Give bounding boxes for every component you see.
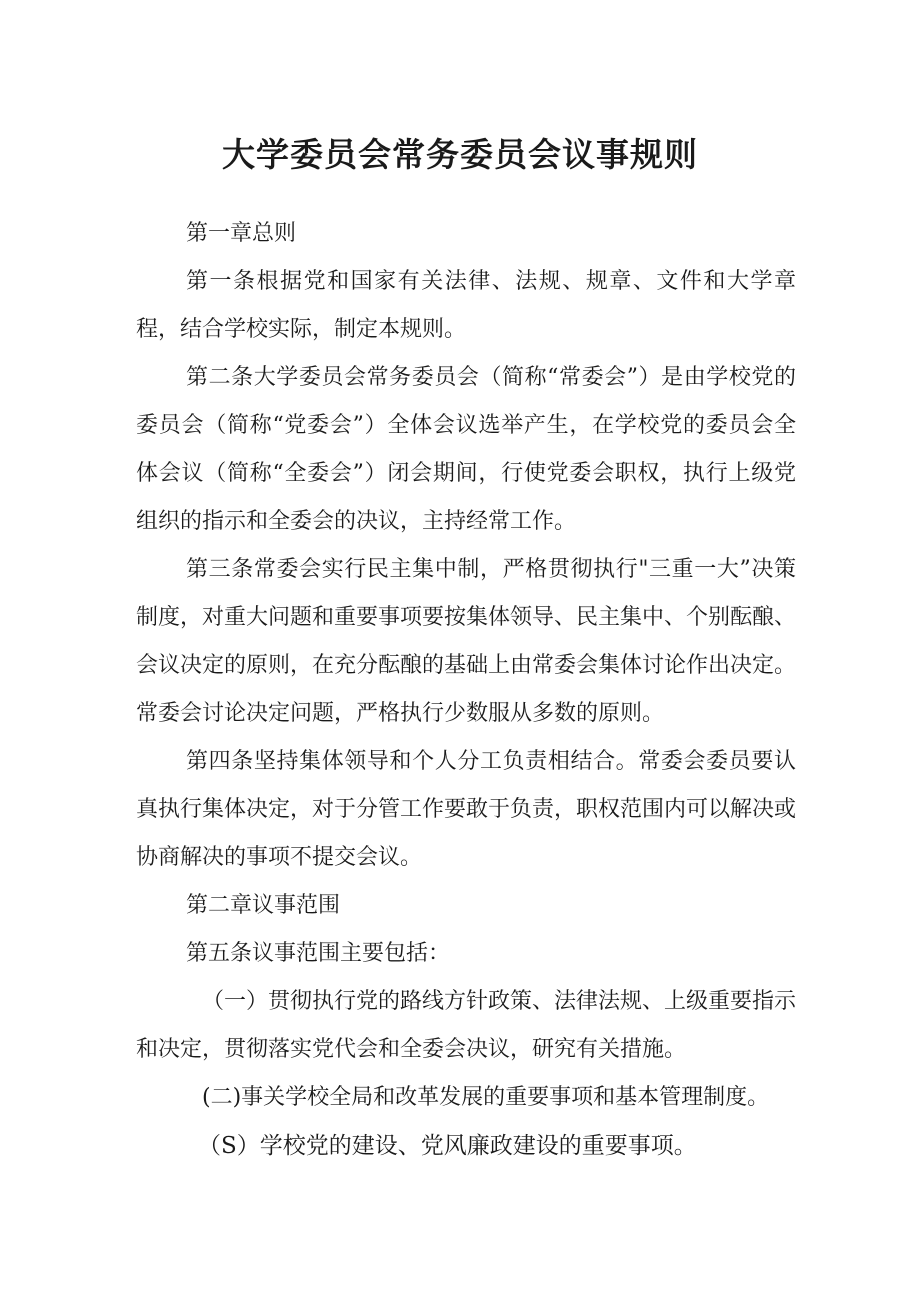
chapter-heading-2: 第二章议事范围	[186, 893, 341, 918]
document-body	[136, 210, 796, 1170]
article-3: 第三条常委会实行民主集中制，严格贯彻执行"三重一大”决策制度，对重大问题和重要事项要按集体领导、民主集中、个别酝酿、会议决定的原则，在充分酝酿的基础上由常委会集体讨论作出决定。常委会讨论决定问题，严格执行少数服从多数的原则。	[136, 557, 797, 726]
document-title: 大学委员会常务委员会议事规则	[222, 135, 698, 174]
article-5-item-3: （S）学校党的建设、党风廉政建设的重要事项。	[198, 1133, 697, 1159]
article-5-item-2: (二)事关学校全局和改革发展的重要事项和基本管理制度。	[202, 1085, 770, 1110]
article-2: 第二条大学委员会常务委员会（简称“常委会”）是由学校党的委员会（简称“党委会”）全体会议选举产生，在学校党的委员会全体会议（简称“全委会”）闭会期间，行使党委会职权，执行上级党组织的指示和全委会的决议，主持经常工作。	[136, 365, 796, 534]
article-5: 第五条议事范围主要包括：	[186, 941, 451, 966]
article-5-item-1: （一）贯彻执行党的路线方针政策、法律法规、上级重要指示和决定，贯彻落实党代会和全委会决议，研究有关措施。	[136, 989, 797, 1062]
article-1: 第一条根据党和国家有关法律、法规、规章、文件和大学章程，结合学校实际，制定本规则。	[136, 269, 796, 342]
article-4: 第四条坚持集体领导和个人分工负责相结合。常委会委员要认真执行集体决定，对于分管工作要敢于负责，职权范围内可以解决或协商解决的事项不提交会议。	[136, 749, 797, 870]
chapter-heading-1: 第一章总则	[186, 221, 297, 246]
